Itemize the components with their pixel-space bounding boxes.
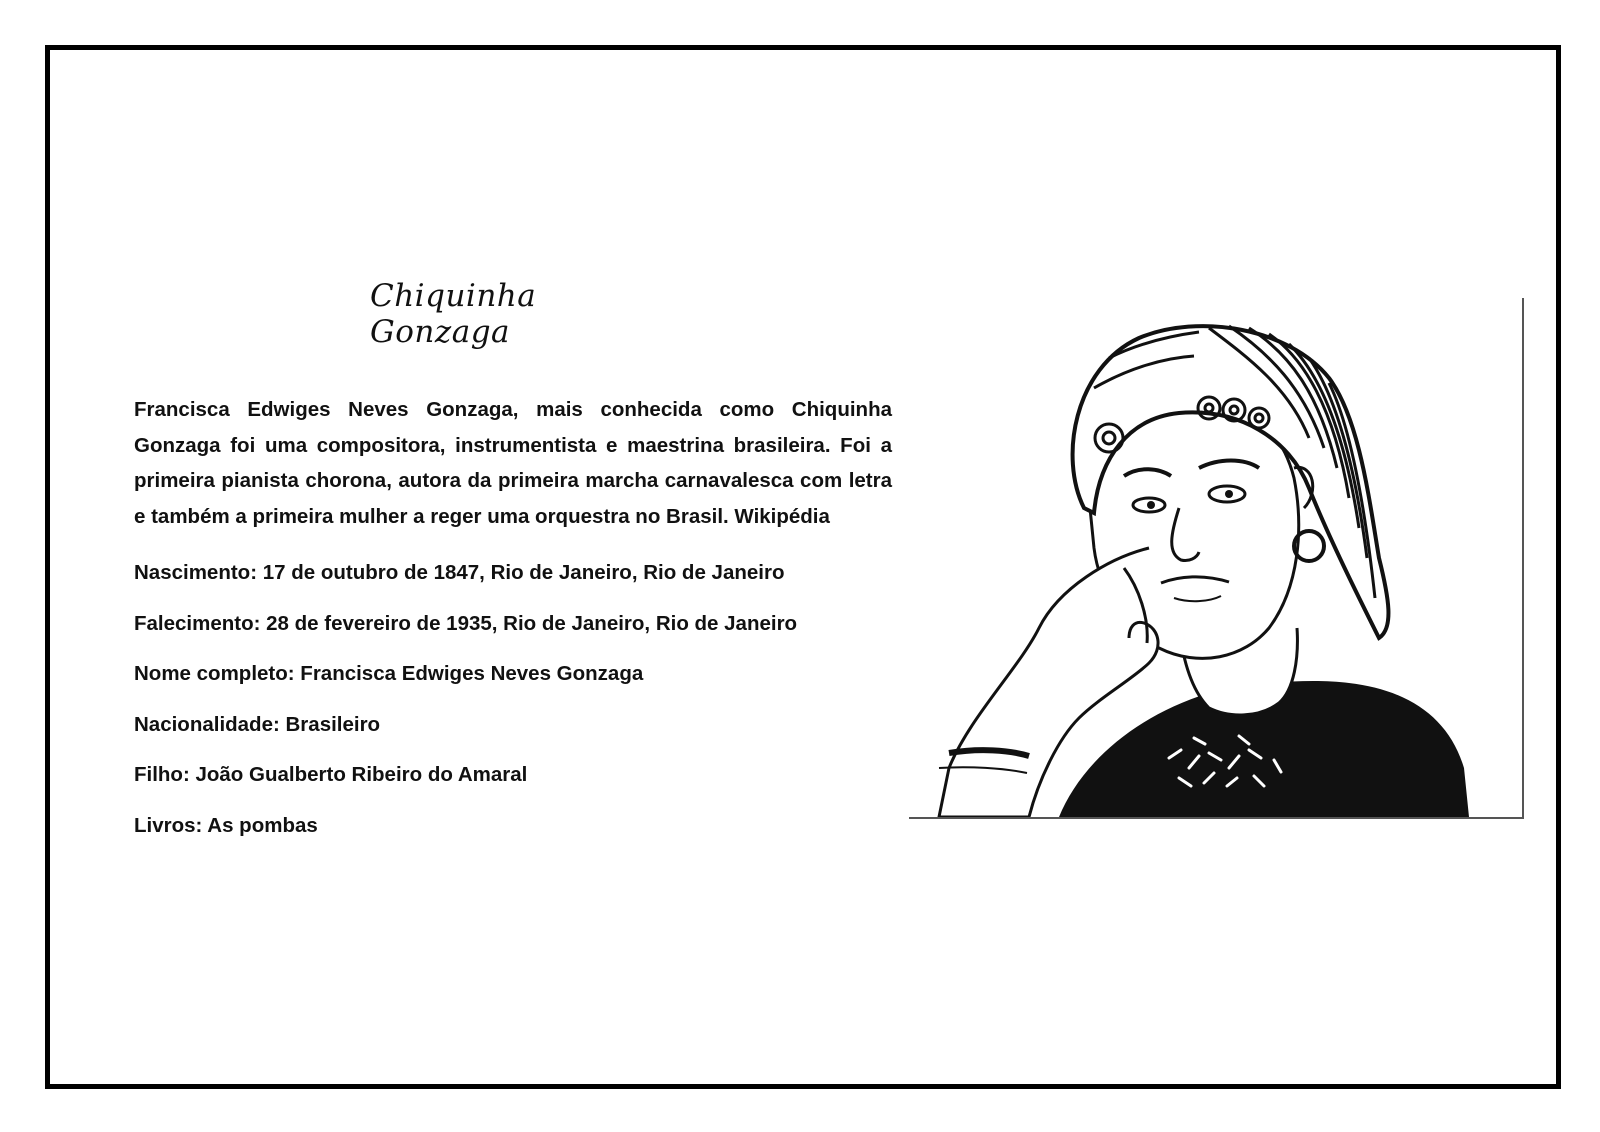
intro-paragraph: Francisca Edwiges Neves Gonzaga, mais conhecida como Chiquinha Gonzaga foi uma compositora, instrumentista e maestrina brasileira. Foi a primeira pianista chorona, autora da primeira marcha carnavalesca com letra e também a primeira mulher a reger uma orquestra no Brasil. Wikipédia <box>134 398 892 528</box>
portrait-drawing <box>909 298 1522 817</box>
fact-livros: Livros: As pombas <box>134 813 318 837</box>
biography-text <box>134 392 892 851</box>
fact-nacionalidade: Nacionalidade: Brasileiro <box>134 712 381 736</box>
fact-nome-completo: Nome completo: Francisca Edwiges Neves Gonzaga <box>134 662 644 685</box>
portrait-illustration <box>909 298 1524 819</box>
fact-falecimento: Falecimento: 28 de fevereiro de 1935, Rio de Janeiro, Rio de Janeiro <box>134 611 798 635</box>
fact-filho: Filho: João Gualberto Ribeiro do Amaral <box>134 763 528 786</box>
fact-nascimento: Nascimento: 17 de outubro de 1847, Rio de Janeiro, Rio de Janeiro <box>134 561 785 584</box>
page-title: Chiquinha Gonzaga <box>370 278 537 350</box>
